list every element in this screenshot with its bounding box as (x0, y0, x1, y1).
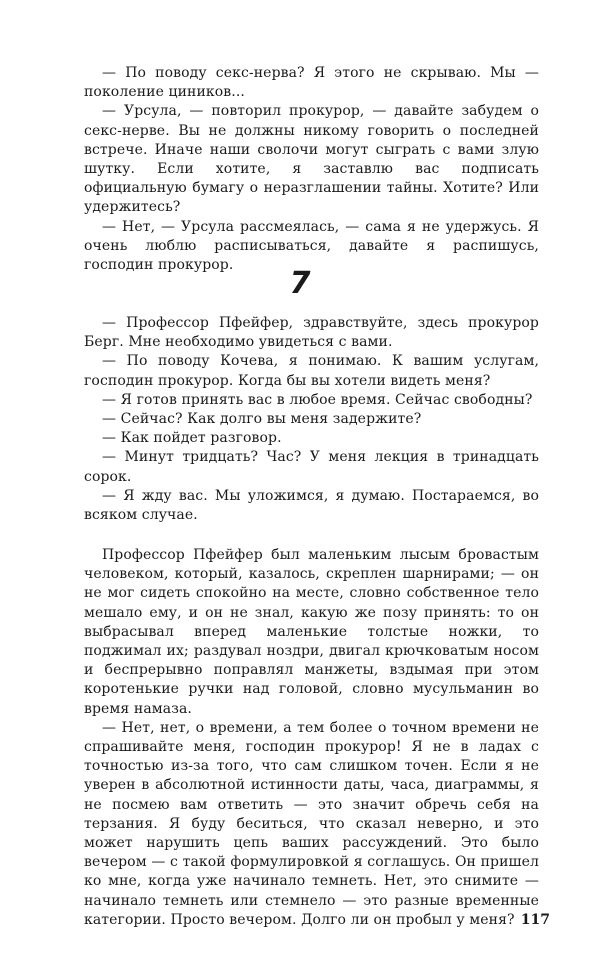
paragraph: — Нет, нет, о времени, а тем более о точном времени не спрашивайте меня, господин прокурор! Я не в ладах с точностью из-за того, что сам слишком точен. Если я не уверен в абсолютной истинности даты, часа, диаграммы, я не посмею вам ответить — это значит обречь себя на терзания. Я буду беситься, что сказал неверно, и это может нарушить цепь ваших рассуждений. Это было вечером — с такой формулировкой я соглашусь. Он пришел ко мне, когда уже начинало темнеть. Нет, это снимите — начинало темнеть или стемнело — это разные временные категории. Просто вечером. Долго ли он пробыл у меня? (84, 719, 539, 928)
paragraph: — По поводу секс-нерва? Я этого не скрываю. Мы — поколение циников... (84, 65, 539, 101)
paragraph: — Я готов принять вас в любое время. Сейчас свободны? (102, 391, 533, 408)
top-dialogue-section (84, 64, 539, 275)
paragraph: — По поводу Кочева, я понимаю. К вашим услугам, господин прокурор. Когда бы вы хотели видеть меня? (84, 353, 539, 389)
phone-dialogue-section (84, 314, 539, 525)
paragraph: — Я жду вас. Мы уложимся, я думаю. Постараемся, во всяком случае. (84, 487, 539, 524)
paragraph: — Нет, — Урсула рассмеялась, — сама я не удержусь. Я очень люблю расписываться, давайте я распишусь, господин прокурор. (84, 218, 539, 274)
paragraph: — Урсула, — повторил прокурор, — давайте забудем о секс-нерве. Вы не должны никому говорить о последней встрече. Иначе наши сволочи могут сыграть с вами злую шутку. Если хотите, я заставлю вас подписать официальную бумагу о неразглашении тайны. Хотите? Или удержитесь? (84, 103, 539, 216)
chapter-number: 7 (289, 266, 311, 301)
paragraph: — Как пойдет разговор. (102, 430, 282, 447)
paragraph: — Минут тридцать? Час? У меня лекция в тринадцать сорок. (84, 449, 539, 485)
page-number: 117 (520, 912, 550, 928)
paragraph: — Профессор Пфейфер, здравствуйте, здесь прокурор Берг. Мне необходимо увидеться с вами. (84, 315, 539, 351)
paragraph: Профессор Пфейфер был маленьким лысым бровастым человеком, который, казалось, скреплен шарнирами; — он не мог сидеть спокойно на месте, словно собственное тело мешало ему, и он не знал, какую же позу принять: то он выбрасывал вперед маленькие толстые ножки, то поджимал их; раздувал ноздри, двигал крючковатым носом и беспрерывно поправлял манжеты, вздымая при этом коротенькие ручки над головой, словно мусульманин во время намаза. (84, 547, 539, 717)
paragraph: — Сейчас? Как долго вы меня задержите? (102, 411, 422, 428)
narrative-section (84, 546, 539, 930)
